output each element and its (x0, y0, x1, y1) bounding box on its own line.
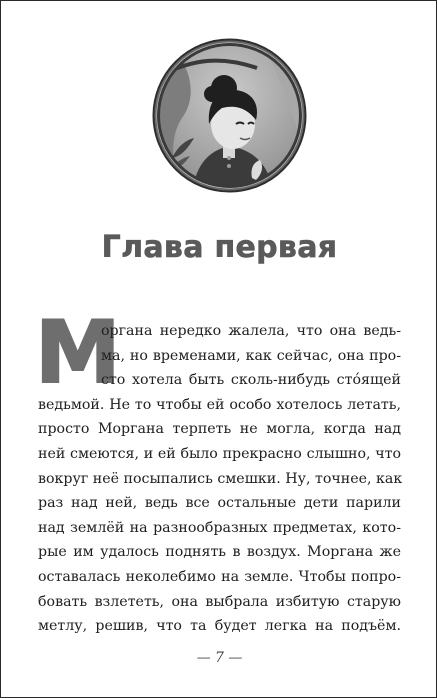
text-line: над землёй на разнообразных предметах, кото- (38, 519, 401, 536)
chapter-title: Глава первая (101, 230, 338, 265)
chapter-body (38, 319, 401, 639)
text-line: органа нередко жалела, что она ведь- (101, 323, 401, 339)
witch-portrait-illustration (152, 38, 307, 193)
drop-cap-text: М (35, 303, 121, 403)
text-line: оставалась неколебимо на земле. Чтобы попро- (38, 568, 401, 585)
text-line: просто Моргана терпеть не могла, когда над (38, 421, 401, 438)
text-line: ведьмой. Не то чтобы ей особо хотелось летать, (38, 396, 401, 413)
text-line: сто хотела быть сколь-нибудь стóящей (101, 372, 401, 389)
text-line: ма, но временами, как сейчас, она про- (101, 347, 401, 364)
text-line: вокруг неё посыпались смешки. Ну, точнее, как (38, 470, 403, 487)
text-line: ней смеются, и ей было прекрасно слышно, что (38, 445, 401, 462)
text-line: рые им удалось поднять в воздух. Моргана же (38, 544, 401, 561)
text-line: метлу, решив, что та будет легка на подъём. (38, 618, 401, 635)
text-line: раз над ней, ведь все остальные дети парили (38, 495, 401, 512)
page-number: — 7 — (196, 650, 243, 666)
text-line: бовать взлететь, она выбрала избитую старую (38, 593, 401, 610)
